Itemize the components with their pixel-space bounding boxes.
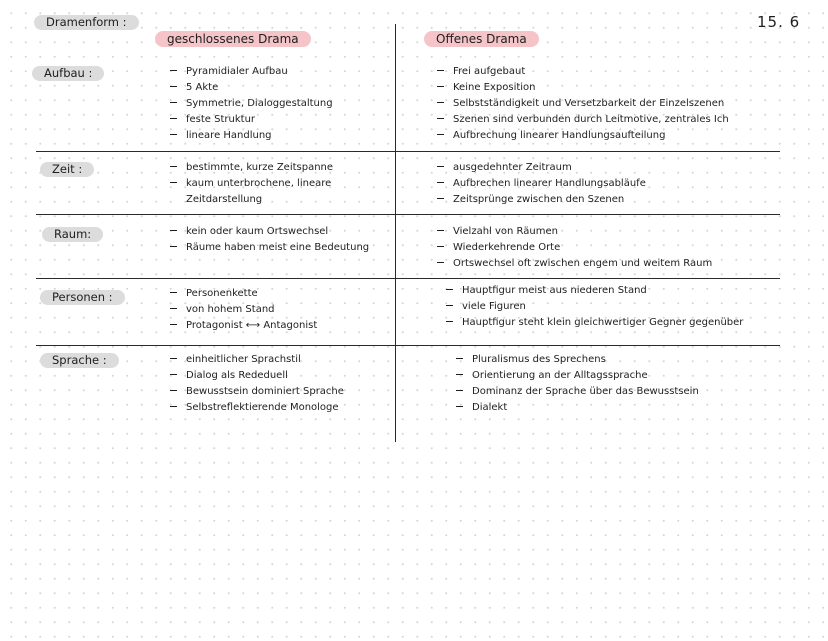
row-divider bbox=[36, 151, 780, 152]
list-item: kaum unterbrochene, lineare bbox=[170, 176, 333, 192]
row-label-sprache: Sprache : bbox=[40, 353, 119, 368]
dash-bullet bbox=[456, 374, 463, 375]
list-item: Dialekt bbox=[456, 400, 699, 416]
list-item: Protagonist ⟷ Antagonist bbox=[170, 318, 317, 334]
zeit-open-list bbox=[437, 160, 646, 208]
dash-bullet bbox=[170, 324, 177, 325]
personen-closed-list bbox=[170, 286, 317, 334]
zeit-closed-list bbox=[170, 160, 333, 208]
list-item: Personenkette bbox=[170, 286, 317, 302]
dash-bullet bbox=[170, 166, 177, 167]
dash-bullet bbox=[170, 406, 177, 407]
row-label-aufbau: Aufbau : bbox=[32, 66, 104, 81]
list-item: von hohem Stand bbox=[170, 302, 317, 318]
row-divider bbox=[36, 214, 780, 215]
column-title-open-drama: Offenes Drama bbox=[424, 31, 539, 47]
list-item: Keine Exposition bbox=[437, 80, 729, 96]
dash-bullet bbox=[170, 308, 177, 309]
list-item: ausgedehnter Zeitraum bbox=[437, 160, 646, 176]
aufbau-open-list bbox=[437, 64, 729, 144]
row-label-personen: Personen : bbox=[40, 290, 125, 305]
dash-bullet bbox=[170, 246, 177, 247]
dash-bullet bbox=[446, 321, 453, 322]
date-label: 15. 6 bbox=[757, 13, 801, 31]
list-item: viele Figuren bbox=[446, 299, 743, 315]
dash-bullet bbox=[446, 305, 453, 306]
list-item: Selbstreflektierende Monologe bbox=[170, 400, 344, 416]
row-divider bbox=[36, 278, 780, 279]
page-title: Dramenform : bbox=[34, 15, 139, 30]
dash-bullet bbox=[437, 182, 444, 183]
list-item: feste Struktur bbox=[170, 112, 333, 128]
dash-bullet bbox=[170, 182, 177, 183]
list-item: Pluralismus des Sprechens bbox=[456, 352, 699, 368]
list-item: kein oder kaum Ortswechsel bbox=[170, 224, 369, 240]
list-item: Hauptfigur meist aus niederen Stand bbox=[446, 283, 743, 299]
list-item: Aufbrechung linearer Handlungsaufteilung bbox=[437, 128, 729, 144]
aufbau-closed-list bbox=[170, 64, 333, 144]
list-item: Räume haben meist eine Bedeutung bbox=[170, 240, 369, 256]
dash-bullet bbox=[456, 358, 463, 359]
list-item: Pyramidialer Aufbau bbox=[170, 64, 333, 80]
row-divider bbox=[36, 345, 780, 346]
raum-closed-list bbox=[170, 224, 369, 256]
dash-bullet bbox=[437, 70, 444, 71]
dash-bullet bbox=[170, 292, 177, 293]
list-item: Vielzahl von Räumen bbox=[437, 224, 712, 240]
dash-bullet bbox=[170, 374, 177, 375]
dash-bullet bbox=[170, 390, 177, 391]
list-item: Aufbrechen linearer Handlungsabläufe bbox=[437, 176, 646, 192]
list-item: Ortswechsel oft zwischen engem und weitem Raum bbox=[437, 256, 712, 272]
dash-bullet bbox=[437, 134, 444, 135]
list-item: Symmetrie, Dialoggestaltung bbox=[170, 96, 333, 112]
dash-bullet bbox=[170, 230, 177, 231]
dash-bullet bbox=[170, 102, 177, 103]
dash-bullet bbox=[170, 134, 177, 135]
list-item: Szenen sind verbunden durch Leitmotive, zentrales Ich bbox=[437, 112, 729, 128]
dash-bullet bbox=[437, 198, 444, 199]
list-item: bestimmte, kurze Zeitspanne bbox=[170, 160, 333, 176]
column-divider bbox=[395, 24, 396, 442]
sprache-open-list bbox=[456, 352, 699, 416]
sprache-closed-list bbox=[170, 352, 344, 416]
list-item: Dominanz der Sprache über das Bewusstsein bbox=[456, 384, 699, 400]
row-label-raum: Raum: bbox=[42, 227, 103, 242]
dash-bullet bbox=[437, 166, 444, 167]
list-item: einheitlicher Sprachstil bbox=[170, 352, 344, 368]
dash-bullet bbox=[437, 230, 444, 231]
list-item: Selbstständigkeit und Versetzbarkeit der Einzelszenen bbox=[437, 96, 729, 112]
list-item: Zeitsprünge zwischen den Szenen bbox=[437, 192, 646, 208]
personen-open-list bbox=[446, 283, 743, 331]
list-item: lineare Handlung bbox=[170, 128, 333, 144]
row-label-zeit: Zeit : bbox=[40, 162, 94, 177]
list-item: Frei aufgebaut bbox=[437, 64, 729, 80]
dash-bullet bbox=[170, 358, 177, 359]
list-item: Bewusstsein dominiert Sprache bbox=[170, 384, 344, 400]
dash-bullet bbox=[437, 102, 444, 103]
dash-bullet bbox=[170, 86, 177, 87]
raum-open-list bbox=[437, 224, 712, 272]
list-item: Dialog als Rededuell bbox=[170, 368, 344, 384]
dash-bullet bbox=[437, 246, 444, 247]
list-item: Zeitdarstellung bbox=[186, 194, 263, 205]
list-item: Orientierung an der Alltagssprache bbox=[456, 368, 699, 384]
dash-bullet bbox=[437, 262, 444, 263]
dash-bullet bbox=[446, 289, 453, 290]
list-item: Hauptfigur steht klein gleichwertiger Gegner gegenüber bbox=[446, 315, 743, 331]
dash-bullet bbox=[437, 86, 444, 87]
dash-bullet bbox=[437, 118, 444, 119]
dash-bullet bbox=[170, 70, 177, 71]
dash-bullet bbox=[170, 118, 177, 119]
dash-bullet bbox=[456, 390, 463, 391]
list-item: 5 Akte bbox=[170, 80, 333, 96]
list-item: Wiederkehrende Orte bbox=[437, 240, 712, 256]
column-title-closed-drama: geschlossenes Drama bbox=[155, 31, 311, 47]
dash-bullet bbox=[456, 406, 463, 407]
